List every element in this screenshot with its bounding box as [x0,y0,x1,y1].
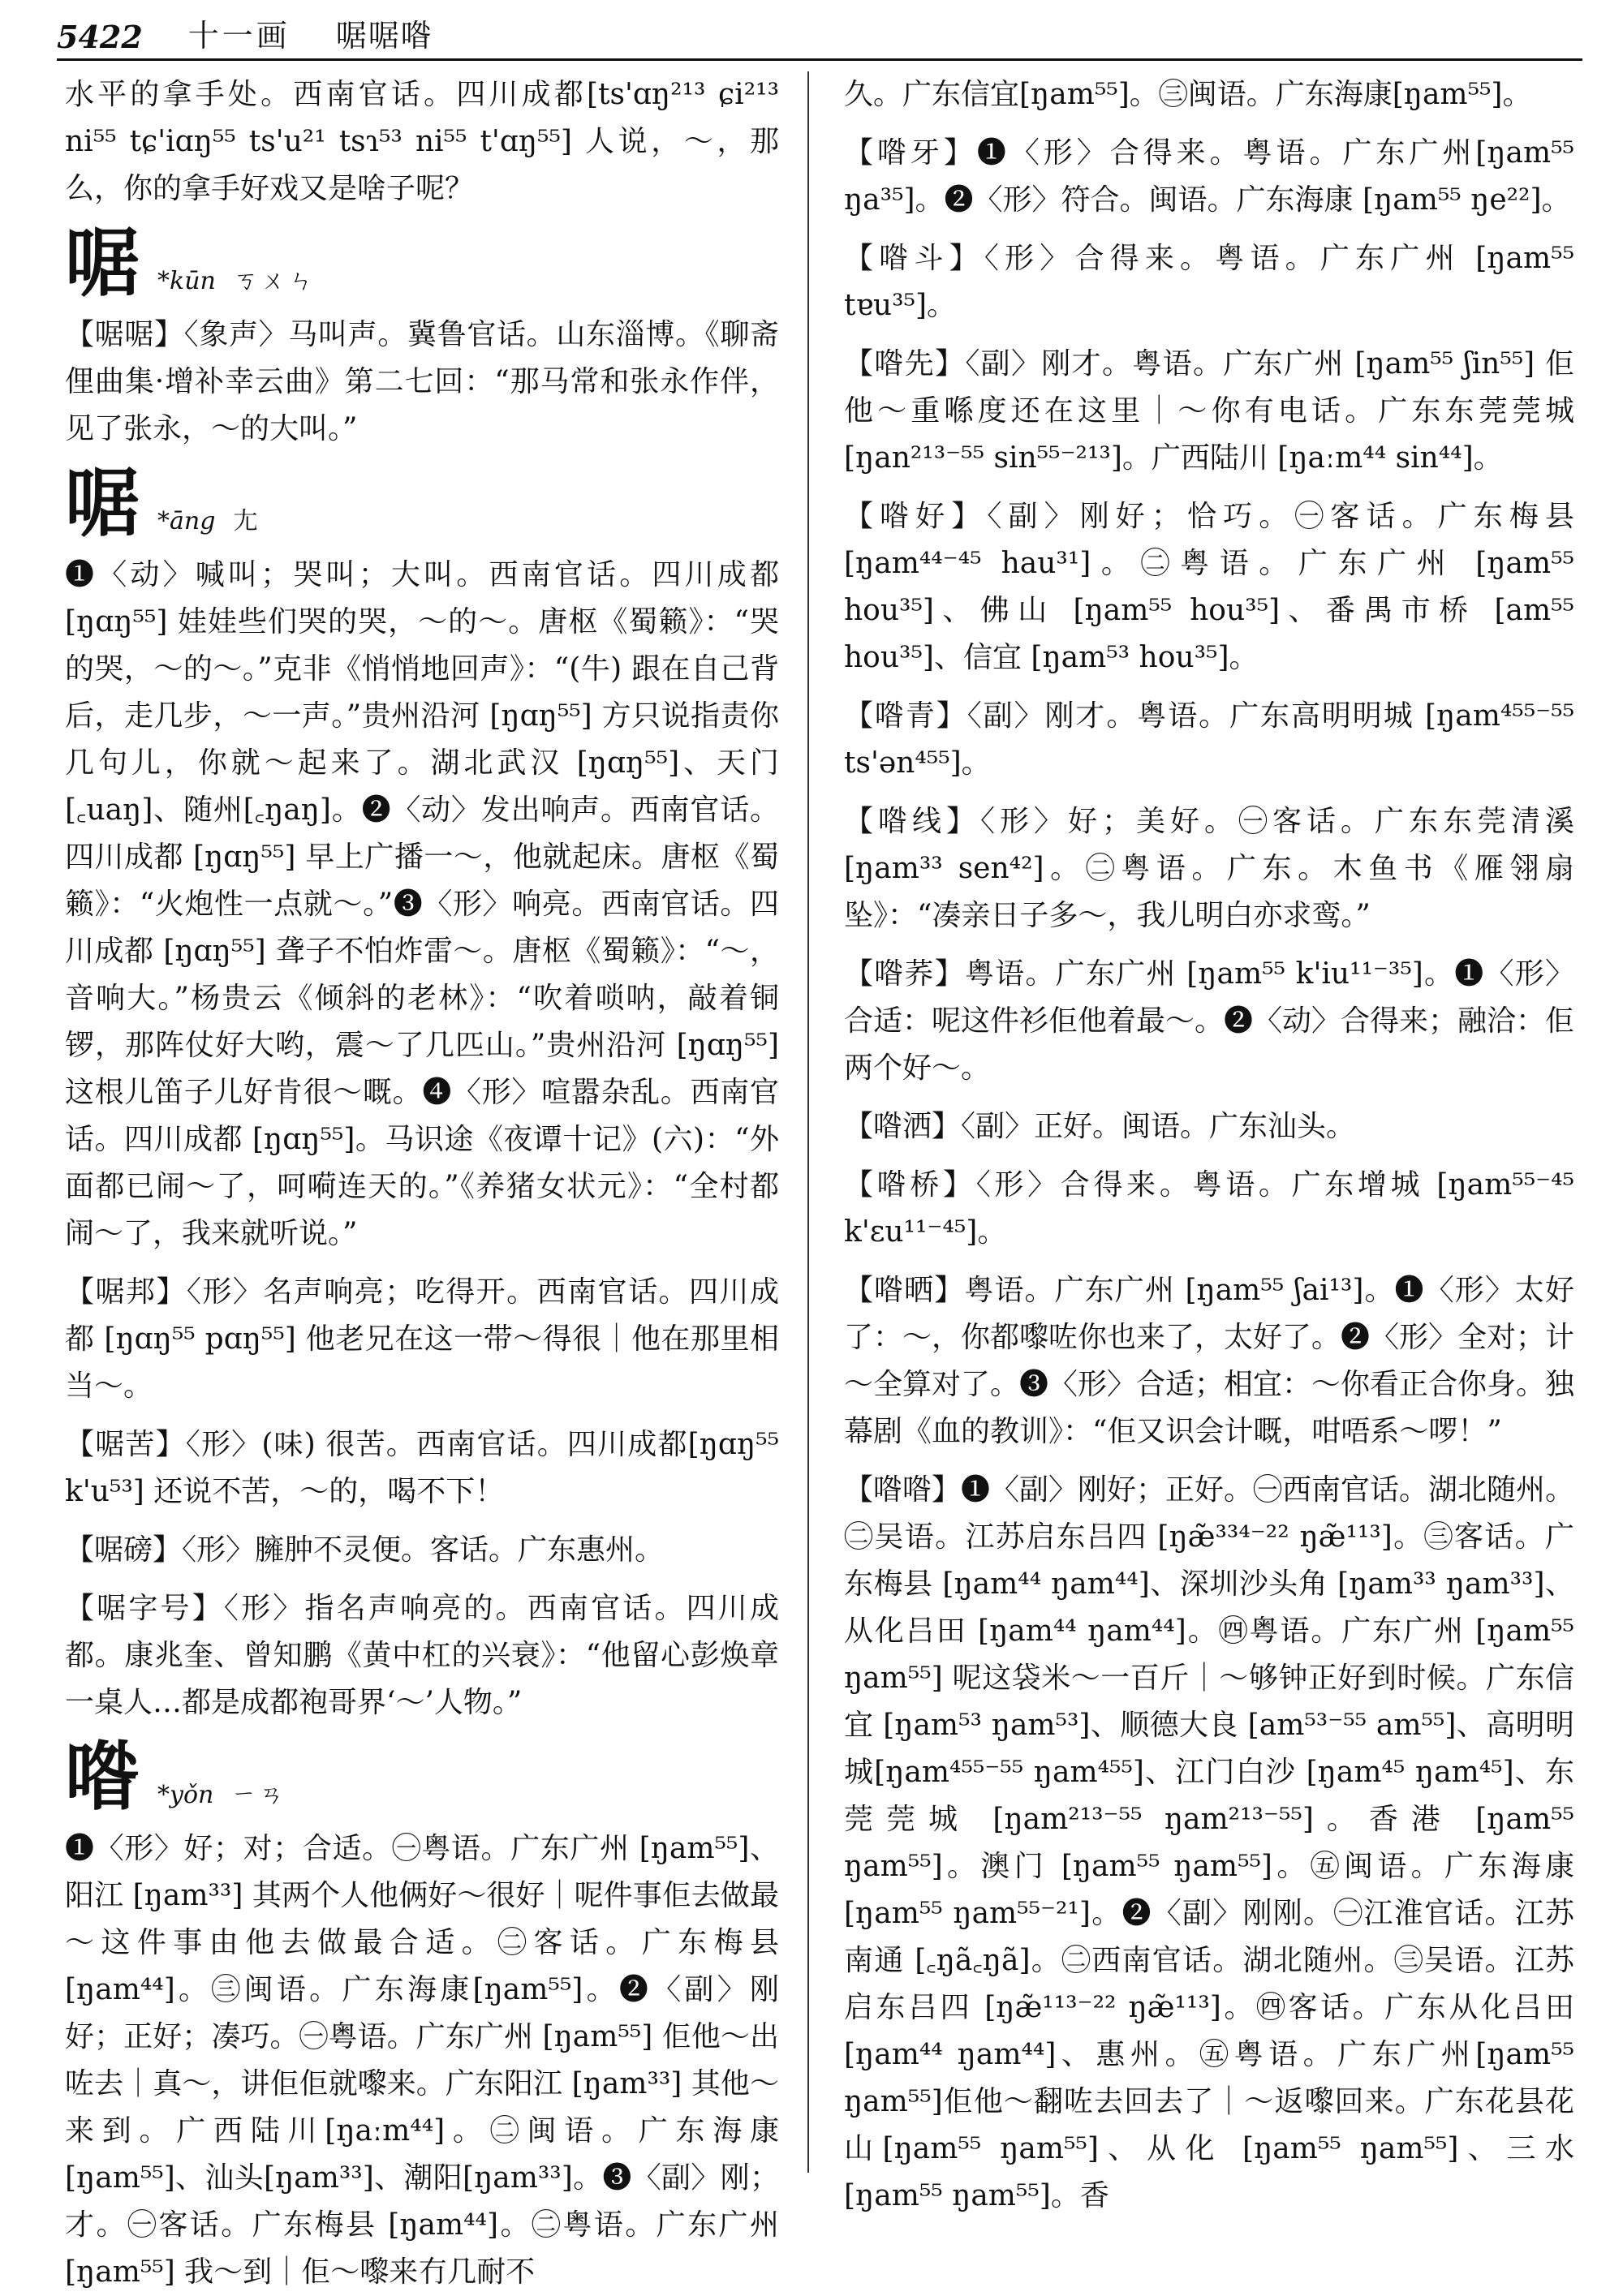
headword-pinyin: *āng [157,507,216,535]
headword-char: 啹 [65,459,140,547]
continuation-text: 水平的拿手处。西南官话。四川成都[ts'ɑŋ²¹³ ɕi²¹³ ni⁵⁵ tɕ'iɑŋ⁵⁵ ts'u²¹ tsɿ⁵³ ni⁵⁵ t'ɑŋ⁵⁵] 人说，～，那么，你的拿手好戏又是啥子呢？ [65,78,779,205]
header-characters: 啹啹喒 [335,18,433,54]
headword-ang [65,459,779,547]
entry: 【啹苦】〈形〉(味) 很苦。西南官话。四川成都[ŋɑŋ⁵⁵ k'u⁵³] 还说不苦，～的，喝不下！ [65,1428,779,1508]
left-column [65,71,779,2289]
page-header [57,15,1582,55]
entry: 【喒线】〈形〉好；美好。㊀客话。广东东莞清溪 [ŋam³³ sen⁴²]。㊁粤语。广东。木鱼书《雁翎扇坠》：“凑亲日子多～，我儿明白亦求鸾。” [844,805,1574,932]
entry: 【啹磅】〈形〉臃肿不灵便。客话。广东惠州。 [65,1533,665,1567]
headword-zhuyin: 尢 [233,507,261,535]
column-divider [807,71,809,2173]
entry: 【喒晒】粤语。广东广州 [ŋam⁵⁵ ʃai¹³]。❶〈形〉太好了：～，你都嚟咗你也来了，太好了。❷〈形〉全对；计～全算对了。❸〈形〉合适；相宜：～你看正合你身。独幕剧《血的教训》：“佢又识会计嘅，咁唔系～啰！” [844,1274,1575,1448]
page-number: 5422 [57,19,143,55]
entry: 【啹啹】〈象声〉马叫声。冀鲁官话。山东淄博。《聊斋俚曲集·增补幸云曲》第二七回：“那马常和张永作伴，见了张永，～的大叫。” [65,318,779,445]
header-rule [57,58,1582,61]
headword-kun [65,219,779,307]
headword-pinyin: *kūn [157,267,216,295]
entry: 【喒牙】❶〈形〉合得来。粤语。广东广州[ŋam⁵⁵ ŋa³⁵]。❷〈形〉符合。闽语。广东海康 [ŋam⁵⁵ ŋe²²]。 [844,136,1574,217]
headword-char: 啹 [65,219,140,307]
entry: 【喒喒】❶〈副〉刚好；正好。㊀西南官话。湖北随州。㊁吴语。江苏启东吕四 [ŋæ̃³³⁴⁻²² ŋæ̃¹¹³]。㊂客话。广东梅县 [ŋam⁴⁴ ŋam⁴⁴]、深圳沙头角 [ŋam³³ ŋam³³]、从化吕田 [ŋam⁴⁴ ŋam⁴⁴]。㊃粤语。广东广州 [ŋam⁵⁵ ŋam⁵⁵] 呢这袋米～一百斤｜～够钟正好到时候。广东信宜 [ŋam⁵³ ŋam⁵³]、顺德大良 [am⁵³⁻⁵⁵ am⁵⁵]、高明明城[ŋam⁴⁵⁵⁻⁵⁵ ŋam⁴⁵⁵]、江门白沙 [ŋam⁴⁵ ŋam⁴⁵]、东莞莞城 [ŋam²¹³⁻⁵⁵ ŋam²¹³⁻⁵⁵]。香港 [ŋam⁵⁵ ŋam⁵⁵]。澳门 [ŋam⁵⁵ ŋam⁵⁵]。㊄闽语。广东海康[ŋam⁵⁵ ŋam⁵⁵⁻²¹]。❷〈副〉刚刚。㊀江淮官话。江苏南通 [꜀ŋã꜀ŋã]。㊁西南官话。湖北随州。㊂吴语。江苏启东吕四 [ŋæ̃¹¹³⁻²² ŋæ̃¹¹³]。㊃客话。广东从化吕田 [ŋam⁴⁴ ŋam⁴⁴]、惠州。㊄粤语。广东广州[ŋam⁵⁵ ŋam⁵⁵]佢他～翻咗去回去了｜～返嚟回来。广东花县花山[ŋam⁵⁵ ŋam⁵⁵]、从化 [ŋam⁵⁵ ŋam⁵⁵]、三水 [ŋam⁵⁵ ŋam⁵⁵]。香 [844,1473,1575,2212]
entry: 【啹字号】〈形〉指名声响亮的。西南官话。四川成都。康兆奎、曾知鹏《黄中杠的兴衰》：“他留心彭焕章一桌人…都是成都袍哥界‘～’人物。” [65,1592,779,1719]
headword-yon [65,1733,779,1821]
headword-char: 喒 [65,1733,140,1821]
section-label: 十一画 [187,18,291,54]
entry: 久。广东信宜[ŋam⁵⁵]。㊂闽语。广东海康[ŋam⁵⁵]。 [844,78,1532,111]
entry: 【喒斗】〈形〉合得来。粤语。广东广州 [ŋam⁵⁵ tɐu³⁵]。 [844,242,1574,322]
entry: 【喒好】〈副〉刚好；恰巧。㊀客话。广东梅县[ŋam⁴⁴⁻⁴⁵ hau³¹]。㊁粤语。广东广州 [ŋam⁵⁵ hou³⁵]、佛山 [ŋam⁵⁵ hou³⁵]、番禺市桥 [am⁵⁵ hou³⁵]、信宜 [ŋam⁵³ hou³⁵]。 [844,500,1574,674]
entry: 【喒先】〈副〉刚才。粤语。广东广州 [ŋam⁵⁵ ʃin⁵⁵] 佢他～重喺度还在这里｜～你有电话。广东东莞莞城 [ŋan²¹³⁻⁵⁵ sin⁵⁵⁻²¹³]。广西陆川 [ŋaːm⁴⁴ sin⁴⁴]。 [844,347,1574,475]
entry: 【喒洒】〈副〉正好。闽语。广东汕头。 [844,1110,1356,1143]
entry: 【喒青】〈副〉刚才。粤语。广东高明明城 [ŋam⁴⁵⁵⁻⁵⁵ ts'ən⁴⁵⁵]。 [844,699,1574,780]
headword-pinyin: *yǒn [157,1781,214,1809]
headword-zhuyin: ㄎㄨㄣ [233,267,316,295]
entry: ❶〈形〉好；对；合适。㊀粤语。广东广州 [ŋam⁵⁵]、阳江 [ŋam³³] 其两个人他俩好～很好｜呢件事佢去做最～这件事由他去做最合适。㊁客话。广东梅县[ŋam⁴⁴]。㊂闽语。广东海康[ŋam⁵⁵]。❷〈副〉刚好；正好；凑巧。㊀粤语。广东广州 [ŋam⁵⁵] 佢他～出咗去｜真～，讲佢佢就嚟来。广东阳江 [ŋam³³] 其他～来到。广西陆川[ŋaːm⁴⁴]。㊁闽语。广东海康 [ŋam⁵⁵]、汕头[ŋam³³]、潮阳[ŋam³³]。❸〈副〉刚；才。㊀客话。广东梅县 [ŋam⁴⁴]。㊁粤语。广东广州 [ŋam⁵⁵] 我～到｜佢～嚟来冇几耐不 [65,1832,779,2289]
entry: 【喒桥】〈形〉合得来。粤语。广东增城 [ŋam⁵⁵⁻⁴⁵ k'ɛu¹¹⁻⁴⁵]。 [844,1168,1574,1249]
entry: 【喒荞】粤语。广东广州 [ŋam⁵⁵ k'iu¹¹⁻³⁵]。❶〈形〉合适：呢这件衫佢他着最～。❷〈动〉合得来；融洽：佢两个好～。 [844,957,1575,1085]
entry: 【啹邦】〈形〉名声响亮；吃得开。西南官话。四川成都 [ŋɑŋ⁵⁵ pɑŋ⁵⁵] 他老兄在这一带～得很｜他在那里相当～。 [65,1275,779,1403]
entry: ❶〈动〉喊叫；哭叫；大叫。西南官话。四川成都 [ŋɑŋ⁵⁵] 娃娃些们哭的哭，～的～。唐枢《蜀籁》：“哭的哭，～的～。”克非《悄悄地回声》：“(牛) 跟在自己背后，走几步，～一声。”贵州沿河 [ŋɑŋ⁵⁵] 方只说指责你几句儿，你就～起来了。湖北武汉 [ŋɑŋ⁵⁵]、天门 [꜀uaŋ]、随州[꜀ŋaŋ]。❷〈动〉发出响声。西南官话。四川成都 [ŋɑŋ⁵⁵] 早上广播一～，他就起床。唐枢《蜀籁》：“火炮性一点就～。”❸〈形〉响亮。西南官话。四川成都 [ŋɑŋ⁵⁵] 聋子不怕炸雷～。唐枢《蜀籁》：“～，音响大。”杨贵云《倾斜的老林》：“吹着唢呐，敲着铜锣，那阵仗好大哟，震～了几匹山。”贵州沿河 [ŋɑŋ⁵⁵] 这根儿笛子儿好肯很～嘅。❹〈形〉喧嚣杂乱。西南官话。四川成都 [ŋɑŋ⁵⁵]。马识途《夜谭十记》(六)：“外面都已闹～了，呵嗬连天的。”《养猪女状元》：“全村都闹～了，我来就听说。” [65,558,779,1250]
headword-zhuyin: ㄧㄢ [231,1781,287,1809]
right-column [844,71,1575,2212]
